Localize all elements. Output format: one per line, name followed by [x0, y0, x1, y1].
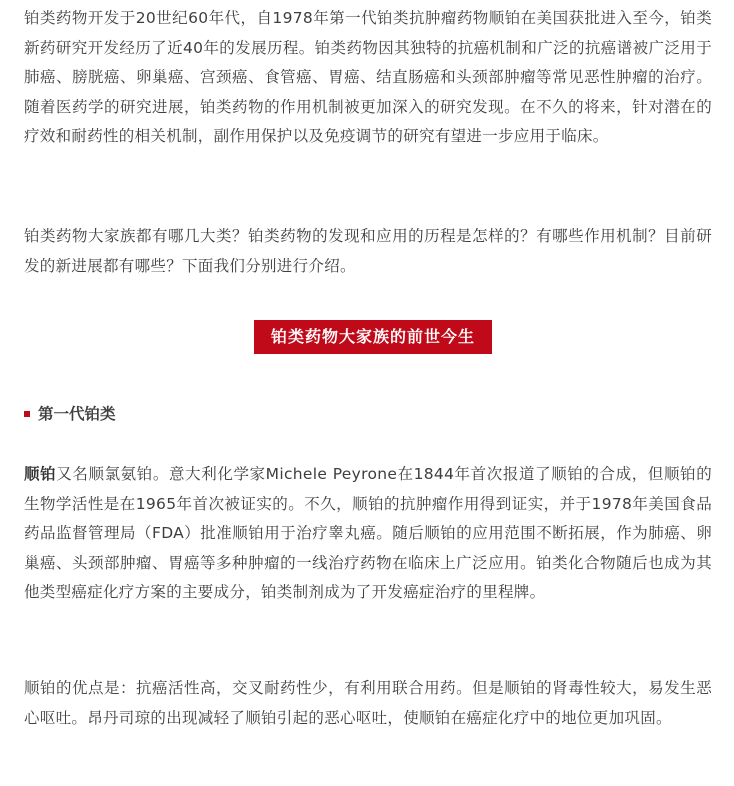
questions-paragraph: 铂类药物大家族都有哪几大类？铂类药物的发现和应用的历程是怎样的？有哪些作用机制？目前研发的新进展都有哪些？下面我们分别进行介绍。	[24, 227, 712, 275]
subsection-title: 第一代铂类	[38, 405, 116, 423]
section-banner: 铂类药物大家族的前世今生	[254, 320, 492, 354]
subsection-heading	[24, 400, 116, 428]
cisplatin-paragraph	[24, 460, 712, 608]
cisplatin-term: 顺铂	[24, 465, 57, 483]
cisplatin-pros-cons-paragraph: 顺铂的优点是：抗癌活性高，交叉耐药性少，有利用联合用药。但是顺铂的肾毒性较大，易发生恶心呕吐。昂丹司琼的出现减轻了顺铂引起的恶心呕吐，使顺铂在癌症化疗中的地位更加巩固。	[24, 679, 712, 727]
cisplatin-description: 又名顺氯氨铂。意大利化学家Michele Peyrone在1844年首次报道了顺铂的合成，但顺铂的生物学活性是在1965年首次被证实的。不久，顺铂的抗肿瘤作用得到证实，并于1978年美国食品药品监督管理局（FDA）批准顺铂用于治疗睾丸癌。随后顺铂的应用范围不断拓展，作为肺癌、卵巢癌、头颈部肿瘤、胃癌等多种肿瘤的一线治疗药物在临床上广泛应用。铂类化合物随后也成为其他类型癌症化疗方案的主要成分，铂类制剂成为了开发癌症治疗的里程牌。	[24, 465, 713, 601]
square-bullet-icon	[24, 411, 30, 417]
intro-paragraph: 铂类药物开发于20世纪60年代，自1978年第一代铂类抗肿瘤药物顺铂在美国获批进入至今，铂类新药研究开发经历了近40年的发展历程。铂类药物因其独特的抗癌机制和广泛的抗癌谱被广泛用于肺癌、膀胱癌、卵巢癌、宫颈癌、食管癌、胃癌、结直肠癌和头颈部肿瘤等常见恶性肿瘤的治疗。随着医药学的研究进展，铂类药物的作用机制被更加深入的研究发现。在不久的将来，针对潜在的疗效和耐药性的相关机制，副作用保护以及免疫调节的研究有望进一步应用于临床。	[24, 9, 712, 145]
section-banner-wrap	[24, 320, 712, 354]
